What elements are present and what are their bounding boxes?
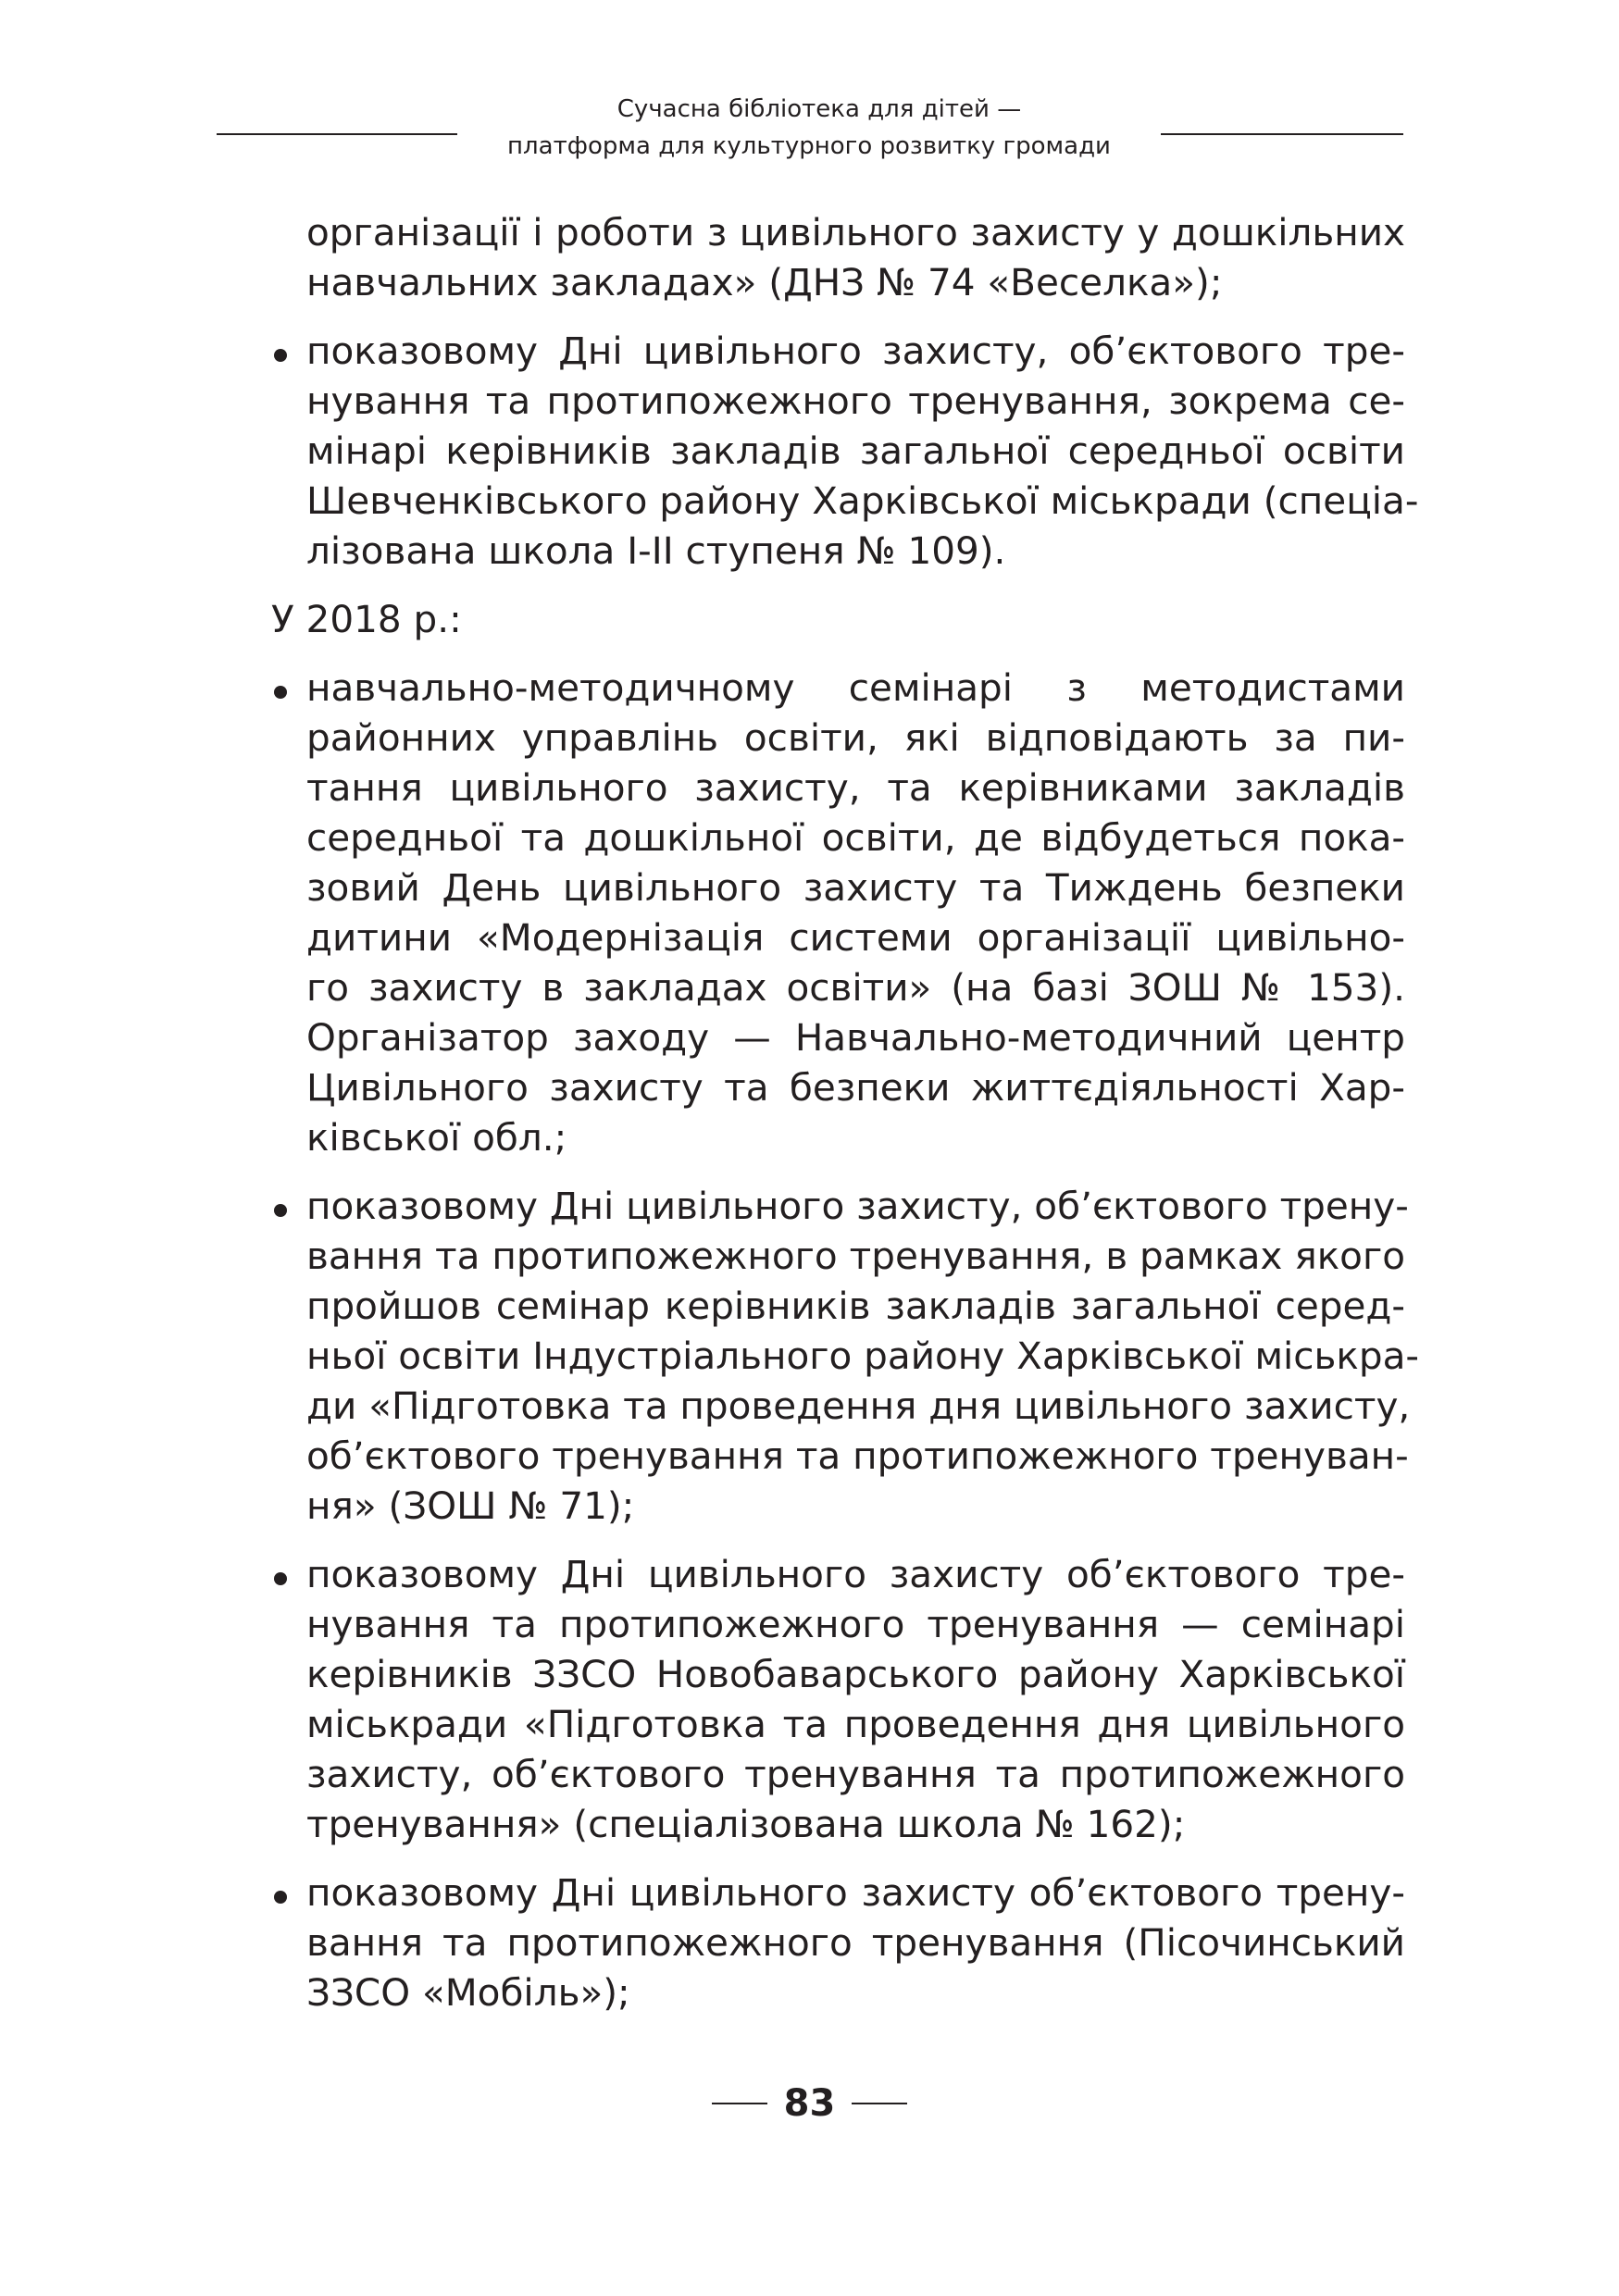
text-line: го захисту в закладах освіти» (на базі ЗОШ № 153).	[306, 965, 1405, 1010]
text-line: Цивільного захисту та безпеки життєдіяльності Хар-	[306, 1065, 1405, 1110]
footer-inner	[712, 2080, 908, 2127]
text-line: пройшов семінар керівників закладів загальної серед-	[306, 1284, 1405, 1328]
text-line: тання цивільного захисту, та керівниками закладів	[306, 765, 1405, 810]
text-line: зовий День цивільного захисту та Тиждень безпеки	[306, 865, 1405, 910]
bullet-icon	[274, 349, 287, 362]
text-line: керівників ЗЗСО Новобаварського району Харківської	[306, 1652, 1405, 1696]
text-line: навчальних закладах» (ДНЗ № 74 «Веселка»);	[306, 260, 1223, 304]
text-line: дитини «Модернізація системи організації цивільно-	[306, 915, 1405, 960]
text-line: міськради «Підготовка та проведення дня цивільного	[306, 1702, 1405, 1746]
footer-rule-left	[712, 2103, 767, 2104]
text-line: захисту, об’єктового тренування та протипожежного	[306, 1752, 1405, 1796]
text-line: показовому Дні цивільного захисту, об’єктового трену-	[306, 1184, 1409, 1228]
bullet-icon	[274, 1572, 287, 1585]
text-line: вання та протипожежного тренування (Пісочинський	[306, 1920, 1405, 1965]
header-rule-left	[217, 133, 457, 135]
header-rule-right	[1161, 133, 1403, 135]
text-line: ківської обл.;	[306, 1115, 567, 1160]
list-item	[271, 1549, 1405, 1849]
text-line: тренування» (спеціалізована школа № 162);	[306, 1802, 1186, 1846]
text-line: нування та протипожежного тренування, зокрема се-	[306, 379, 1405, 423]
header-title	[457, 91, 1161, 165]
text-line: мінарі керівників закладів загальної середньої освіти	[306, 428, 1405, 473]
bullet-icon	[274, 1204, 287, 1217]
text-line: навчально-методичному семінарі з методистами	[306, 665, 1405, 710]
footer-rule-right	[852, 2103, 907, 2104]
text-line: організації і роботи з цивільного захисту у дошкільних	[306, 210, 1405, 254]
text-line: лізована школа І-ІІ ступеня № 109).	[306, 528, 1006, 573]
header-title-line-1: Сучасна бібліотека для дітей —	[616, 95, 1022, 123]
list-item	[271, 1868, 1405, 2017]
running-header	[217, 91, 1403, 174]
header-title-line-2: платформа для культурного розвитку громади	[507, 132, 1111, 160]
page-body	[271, 207, 1420, 2036]
list-item	[271, 1181, 1420, 1531]
text-line: районних управлінь освіти, які відповідають за пи-	[306, 715, 1405, 760]
text-line: Шевченківського району Харківської міськради (спеціа-	[306, 478, 1419, 523]
text-line: ди «Підготовка та проведення дня цивільного захисту,	[306, 1384, 1411, 1428]
intro-paragraph	[271, 207, 1405, 307]
list-item	[271, 326, 1419, 576]
page-footer	[0, 2080, 1619, 2127]
text-line: показовому Дні цивільного захисту, об’єктового тре-	[306, 329, 1405, 373]
text-line: ньої освіти Індустріального району Харківської міськра-	[306, 1334, 1420, 1378]
text-line: нування та протипожежного тренування — семінарі	[306, 1602, 1405, 1646]
page-number: 83	[783, 2082, 836, 2125]
text-line: ня» (ЗОШ № 71);	[306, 1483, 635, 1528]
text-line: вання та протипожежного тренування, в рамках якого	[306, 1234, 1405, 1278]
text-line: об’єктового тренування та протипожежного тренуван-	[306, 1433, 1409, 1478]
text-line: показовому Дні цивільного захисту об’єктового трену-	[306, 1870, 1405, 1915]
text-line: Організатор заходу — Навчально-методичний центр	[306, 1015, 1405, 1060]
text-line: показовому Дні цивільного захисту об’єктового тре-	[306, 1552, 1405, 1596]
text-line: ЗЗСО «Мобіль»);	[306, 1970, 630, 2015]
bullet-icon	[274, 1891, 287, 1904]
year-heading: У 2018 р.:	[271, 597, 462, 641]
text-line: середньої та дошкільної освіти, де відбудеться пока-	[306, 815, 1405, 860]
bullet-icon	[274, 686, 287, 699]
list-item	[271, 663, 1405, 1162]
